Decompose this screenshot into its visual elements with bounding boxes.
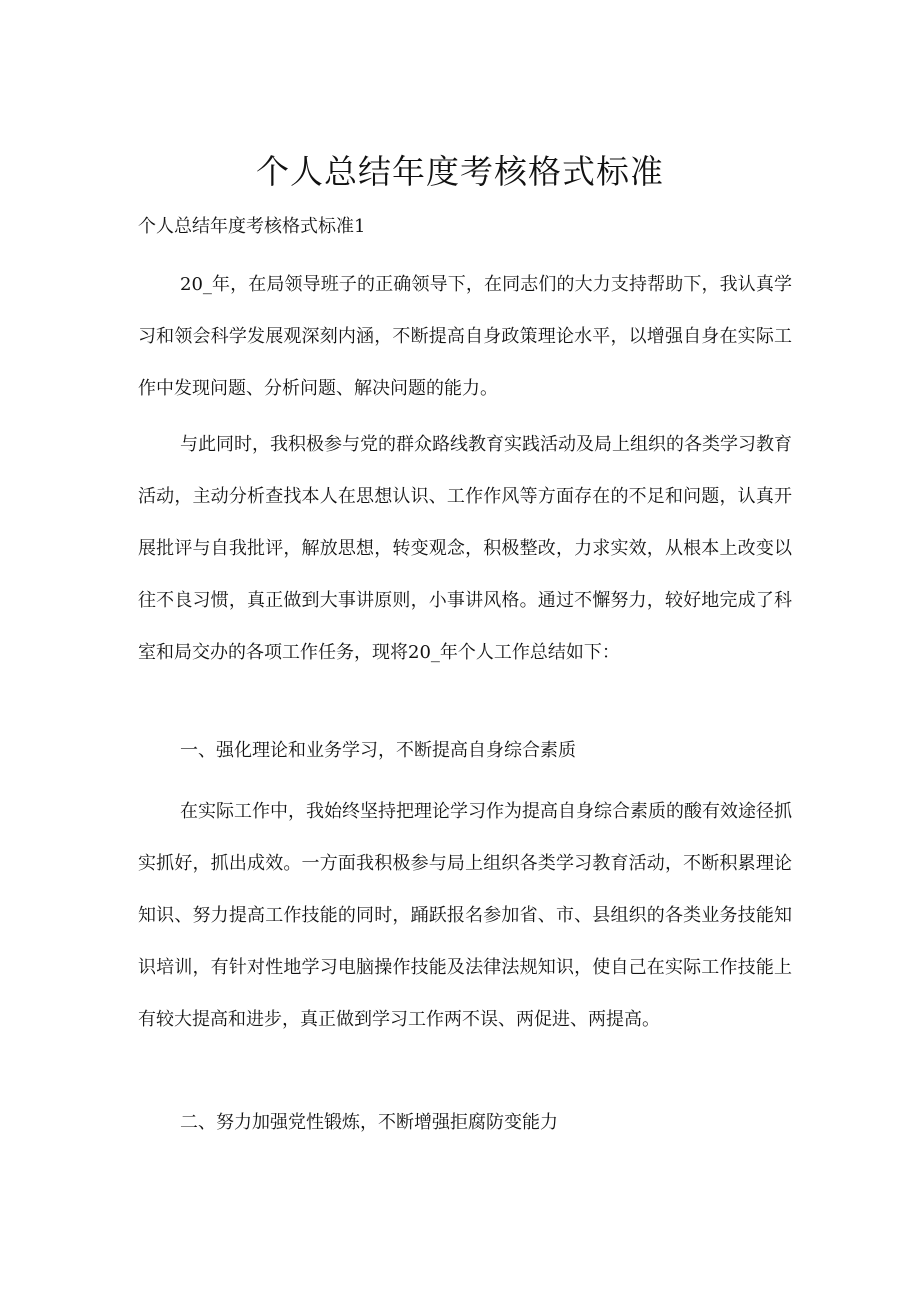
paragraph-study: 在实际工作中，我始终坚持把理论学习作为提高自身综合素质的酸有效途径抓实抓好，抓出成效。一方面我积极参与局上组织各类学习教育活动，不断积累理论知识、努力提高工作技能的同时，踊跃报名参加省、市、县组织的各类业务技能知识培训，有针对性地学习电脑操作技能及法律法规知识，使自己在实际工作技能上有较大提高和进步，真正做到学习工作两不误、两促进、两提高。 [138, 801, 792, 1030]
document-subtitle: 个人总结年度考核格式标准1 [138, 216, 366, 237]
section-heading-1: 一、强化理论和业务学习，不断提高自身综合素质 [180, 740, 576, 761]
paragraph-activities: 与此同时，我积极参与党的群众路线教育实践活动及局上组织的各类学习教育活动，主动分析查找本人在思想认识、工作作风等方面存在的不足和问题，认真开展批评与自我批评，解放思想，转变观念，积极整改，力求实效，从根本上改变以往不良习惯，真正做到大事讲原则，小事讲风格。通过不懈努力，较好地完成了科室和局交办的各项工作任务，现将20_年个人工作总结如下： [138, 434, 792, 663]
section-heading-2: 二、努力加强党性锻炼，不断增强拒腐防变能力 [180, 1112, 558, 1133]
document-title: 个人总结年度考核格式标准 [256, 152, 664, 191]
paragraph-intro: 20_年，在局领导班子的正确领导下，在同志们的大力支持帮助下，我认真学习和领会科学发展观深刻内涵，不断提高自身政策理论水平，以增强自身在实际工作中发现问题、分析问题、解决问题的能力。 [138, 274, 792, 399]
